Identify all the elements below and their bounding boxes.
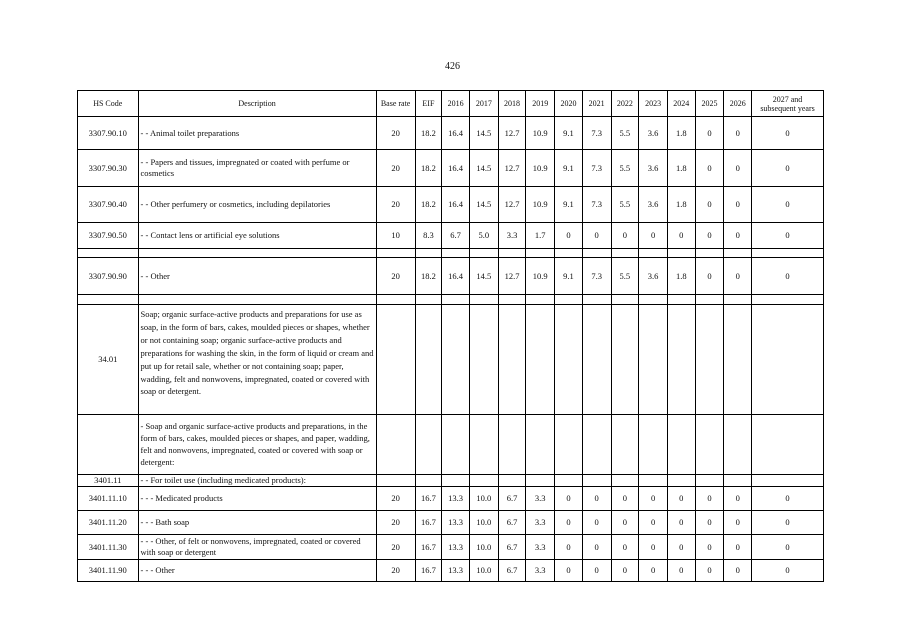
rate-cell: 6.7: [442, 223, 470, 249]
rate-cell: 0: [752, 487, 824, 511]
rate-cell: 0: [724, 187, 752, 223]
rate-cell: 0: [752, 258, 824, 295]
rate-cell: 0: [724, 117, 752, 150]
rate-cell: 14.5: [469, 187, 498, 223]
rate-cell: 12.7: [498, 150, 526, 187]
rate-cell: 0: [695, 535, 724, 560]
rate-cell: 0: [695, 511, 724, 535]
rate-cell: 0: [555, 487, 583, 511]
rate-cell: 0: [695, 223, 724, 249]
rate-cell: 7.3: [582, 117, 611, 150]
rate-cell: 0: [724, 535, 752, 560]
rate-cell: 20: [376, 187, 415, 223]
rate-cell: 6.7: [498, 511, 526, 535]
tariff-schedule-table: [77, 90, 824, 582]
hs-code-cell: 3307.90.50: [78, 223, 139, 249]
rate-cell: 0: [752, 535, 824, 560]
rate-cell: 5.5: [611, 258, 639, 295]
rate-cell: 10: [376, 223, 415, 249]
rate-cell: 5.0: [469, 223, 498, 249]
rate-cell: 10.0: [469, 511, 498, 535]
rate-cell: 0: [724, 223, 752, 249]
rate-cell: 0: [667, 511, 695, 535]
rate-cell: 5.5: [611, 187, 639, 223]
table-row: [78, 150, 824, 187]
rate-cell: 0: [582, 560, 611, 582]
rate-cell: 7.3: [582, 150, 611, 187]
rate-cell: 7.3: [582, 187, 611, 223]
rate-cell: 7.3: [582, 258, 611, 295]
description-cell: - - - Bath soap: [138, 511, 376, 535]
rate-cell: 6.7: [498, 487, 526, 511]
table-row: [78, 187, 824, 223]
rate-cell: 1.8: [667, 187, 695, 223]
rate-cell: 18.2: [415, 150, 442, 187]
hs-code-cell: 3307.90.90: [78, 258, 139, 295]
table-row: [78, 117, 824, 150]
rate-cell: 10.9: [526, 187, 555, 223]
table-row: [78, 487, 824, 511]
rate-cell: 3.6: [639, 187, 668, 223]
rate-cell: 5.5: [611, 117, 639, 150]
rate-cell: 0: [639, 487, 668, 511]
rate-cell: 0: [695, 187, 724, 223]
header-cell: 2021: [582, 91, 611, 117]
rate-cell: 0: [555, 560, 583, 582]
rate-cell: 0: [752, 150, 824, 187]
header-cell: EIF: [415, 91, 442, 117]
header-cell: 2026: [724, 91, 752, 117]
rate-cell: 10.0: [469, 535, 498, 560]
rate-cell: 16.7: [415, 535, 442, 560]
rate-cell: 9.1: [555, 117, 583, 150]
rate-cell: 3.3: [526, 535, 555, 560]
rate-cell: 0: [752, 560, 824, 582]
rate-cell: 16.4: [442, 187, 470, 223]
rate-cell: 0: [667, 487, 695, 511]
rate-cell: 6.7: [498, 560, 526, 582]
header-cell: 2022: [611, 91, 639, 117]
rate-cell: 14.5: [469, 150, 498, 187]
rate-cell: 1.8: [667, 150, 695, 187]
rate-cell: 3.6: [639, 258, 668, 295]
description-cell: - - - Medicated products: [138, 487, 376, 511]
rate-cell: 18.2: [415, 258, 442, 295]
rate-cell: 9.1: [555, 150, 583, 187]
rate-cell: 16.4: [442, 150, 470, 187]
rate-cell: 0: [695, 117, 724, 150]
rate-cell: 12.7: [498, 117, 526, 150]
spacer-row: [78, 249, 824, 258]
header-cell: HS Code: [78, 91, 139, 117]
rate-cell: 10.0: [469, 560, 498, 582]
rate-cell: 3.6: [639, 117, 668, 150]
rate-cell: 0: [724, 511, 752, 535]
rate-cell: 0: [582, 223, 611, 249]
rate-cell: 3.6: [639, 150, 668, 187]
rate-cell: 13.3: [442, 511, 470, 535]
rate-cell: 0: [695, 150, 724, 187]
rate-cell: 0: [724, 487, 752, 511]
rate-cell: 0: [695, 487, 724, 511]
rate-cell: 13.3: [442, 487, 470, 511]
description-cell: - - Papers and tissues, impregnated or coated with perfume or cosmetics: [138, 150, 376, 187]
rate-cell: 16.7: [415, 511, 442, 535]
hs-code-cell: 3401.11.30: [78, 535, 139, 560]
rate-cell: 10.9: [526, 258, 555, 295]
header-cell: 2017: [469, 91, 498, 117]
rate-cell: 20: [376, 258, 415, 295]
rate-cell: 0: [695, 258, 724, 295]
header-cell: Base rate: [376, 91, 415, 117]
rate-cell: 0: [724, 560, 752, 582]
rate-cell: 0: [752, 223, 824, 249]
rate-cell: 9.1: [555, 258, 583, 295]
rate-cell: 16.4: [442, 117, 470, 150]
rate-cell: 5.5: [611, 150, 639, 187]
table-row: [78, 415, 824, 475]
rate-cell: 16.7: [415, 560, 442, 582]
description-cell: - - Animal toilet preparations: [138, 117, 376, 150]
description-cell: Soap; organic surface-active products and preparations for use as soap, in the form of bars, cakes, moulded pieces or shapes, whether or not containing soap; organic surface-active products and preparations for washing the skin, in the form of liquid or cream and put up for retail sale, whether or not containing soap; paper, wadding, felt and nonwovens, impregnated, coated or covered with soap or detergent.: [138, 305, 376, 415]
header-cell: 2025: [695, 91, 724, 117]
description-cell: - - For toilet use (including medicated products):: [138, 475, 376, 487]
rate-cell: 10.9: [526, 150, 555, 187]
table-row: [78, 475, 824, 487]
header-cell: 2023: [639, 91, 668, 117]
rate-cell: 0: [555, 535, 583, 560]
rate-cell: 20: [376, 560, 415, 582]
rate-cell: 0: [611, 487, 639, 511]
rate-cell: 0: [611, 511, 639, 535]
rate-cell: 0: [695, 560, 724, 582]
rate-cell: 0: [667, 223, 695, 249]
description-cell: - - - Other, of felt or nonwovens, impregnated, coated or covered with soap or detergent: [138, 535, 376, 560]
rate-cell: 0: [582, 535, 611, 560]
hs-code-cell: 3401.11.10: [78, 487, 139, 511]
header-cell: 2020: [555, 91, 583, 117]
table-row: [78, 511, 824, 535]
rate-cell: 3.3: [526, 560, 555, 582]
rate-cell: 1.8: [667, 258, 695, 295]
header-cell: 2027 and subsequent years: [752, 91, 824, 117]
description-cell: - - - Other: [138, 560, 376, 582]
rate-cell: 0: [555, 223, 583, 249]
rate-cell: 0: [667, 535, 695, 560]
rate-cell: 0: [611, 535, 639, 560]
rate-cell: 0: [639, 511, 668, 535]
rate-cell: 1.8: [667, 117, 695, 150]
rate-cell: 14.5: [469, 258, 498, 295]
rate-cell: 8.3: [415, 223, 442, 249]
rate-cell: 6.7: [498, 535, 526, 560]
hs-code-cell: 3307.90.40: [78, 187, 139, 223]
rate-cell: 0: [752, 511, 824, 535]
hs-code-cell: 3307.90.10: [78, 117, 139, 150]
rate-cell: 16.7: [415, 487, 442, 511]
hs-code-cell: 3401.11.90: [78, 560, 139, 582]
rate-cell: 20: [376, 150, 415, 187]
rate-cell: 13.3: [442, 560, 470, 582]
rate-cell: 20: [376, 535, 415, 560]
rate-cell: 20: [376, 511, 415, 535]
header-cell: 2019: [526, 91, 555, 117]
table-row: [78, 560, 824, 582]
description-cell: - Soap and organic surface-active products and preparations, in the form of bars, cakes, moulded pieces or shapes, and paper, wadding, felt and nonwovens, impregnated, coated or covered with soap or detergent:: [138, 415, 376, 475]
rate-cell: 20: [376, 117, 415, 150]
rate-cell: 3.3: [498, 223, 526, 249]
rate-cell: 0: [611, 560, 639, 582]
rate-cell: 0: [724, 258, 752, 295]
rate-cell: 9.1: [555, 187, 583, 223]
rate-cell: 0: [667, 560, 695, 582]
rate-cell: 0: [639, 535, 668, 560]
rate-cell: 3.3: [526, 487, 555, 511]
rate-cell: 3.3: [526, 511, 555, 535]
description-cell: - - Contact lens or artificial eye solutions: [138, 223, 376, 249]
rate-cell: 10.0: [469, 487, 498, 511]
header-cell: 2016: [442, 91, 470, 117]
hs-code-cell: 3307.90.30: [78, 150, 139, 187]
rate-cell: 0: [555, 511, 583, 535]
rate-cell: 0: [582, 487, 611, 511]
rate-cell: 13.3: [442, 535, 470, 560]
rate-cell: 10.9: [526, 117, 555, 150]
rate-cell: 0: [639, 560, 668, 582]
rate-cell: 12.7: [498, 258, 526, 295]
rate-cell: 20: [376, 487, 415, 511]
hs-code-cell: [78, 415, 139, 475]
table-row: [78, 535, 824, 560]
description-cell: - - Other: [138, 258, 376, 295]
table-row: [78, 258, 824, 295]
rate-cell: 0: [611, 223, 639, 249]
rate-cell: 0: [752, 187, 824, 223]
rate-cell: 18.2: [415, 117, 442, 150]
header-row: [78, 91, 824, 117]
rate-cell: 18.2: [415, 187, 442, 223]
header-cell: Description: [138, 91, 376, 117]
header-cell: 2018: [498, 91, 526, 117]
table-row: [78, 223, 824, 249]
hs-code-cell: 34.01: [78, 305, 139, 415]
table-row: [78, 305, 824, 415]
hs-code-cell: 3401.11.20: [78, 511, 139, 535]
rate-cell: 0: [724, 150, 752, 187]
page-number: 426: [445, 61, 460, 72]
rate-cell: 0: [639, 223, 668, 249]
rate-cell: 1.7: [526, 223, 555, 249]
rate-cell: 0: [582, 511, 611, 535]
spacer-row: [78, 295, 824, 305]
rate-cell: 14.5: [469, 117, 498, 150]
header-cell: 2024: [667, 91, 695, 117]
rate-cell: 0: [752, 117, 824, 150]
description-cell: - - Other perfumery or cosmetics, including depilatories: [138, 187, 376, 223]
rate-cell: 16.4: [442, 258, 470, 295]
rate-cell: 12.7: [498, 187, 526, 223]
hs-code-cell: 3401.11: [78, 475, 139, 487]
